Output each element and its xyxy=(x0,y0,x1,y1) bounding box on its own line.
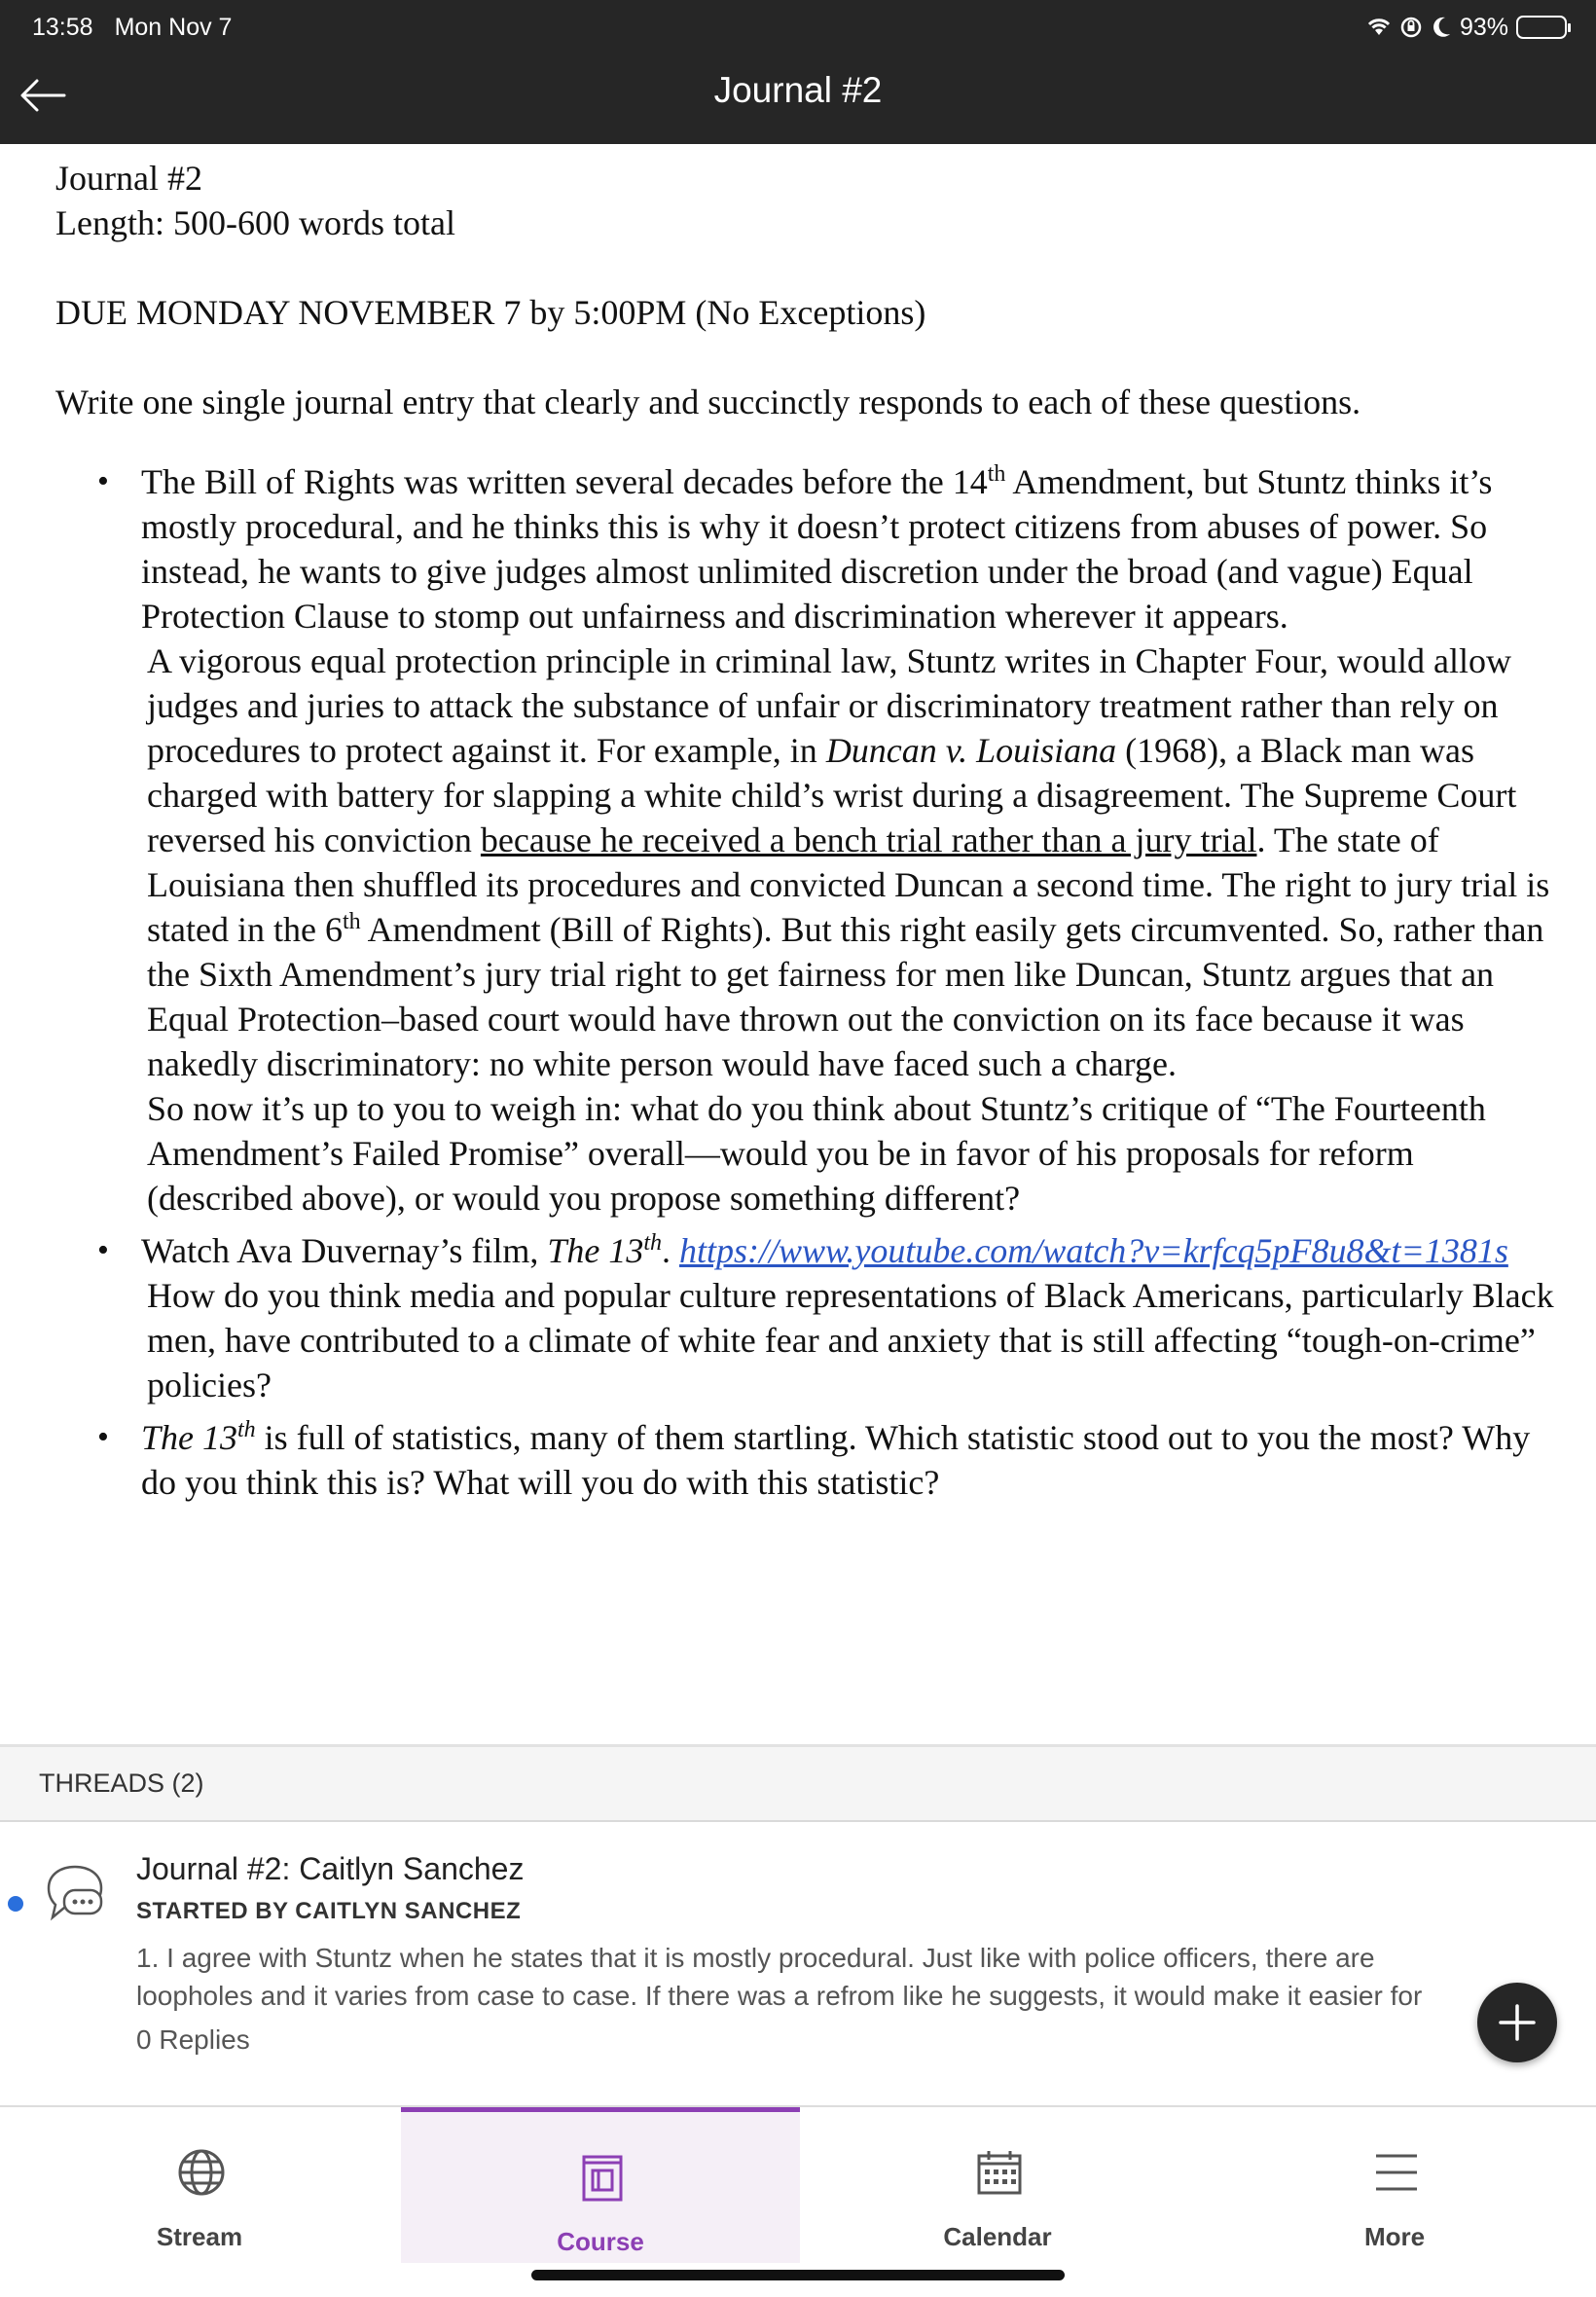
add-thread-button[interactable] xyxy=(1477,1983,1557,2062)
tab-stream[interactable] xyxy=(0,2107,399,2263)
question-item xyxy=(141,1228,1554,1407)
globe-icon xyxy=(177,2148,226,2197)
tab-course[interactable] xyxy=(401,2107,800,2263)
doc-length: Length: 500-600 words total xyxy=(55,203,455,242)
tab-calendar[interactable] xyxy=(798,2107,1197,2263)
film-link[interactable]: https://www.youtube.com/watch?v=krfcq5pF8u8&t=1381s xyxy=(679,1231,1508,1270)
status-right xyxy=(1366,14,1567,42)
thread-title: Journal #2: Caitlyn Sanchez xyxy=(136,1851,525,1886)
tab-more[interactable] xyxy=(1195,2107,1594,2263)
question-3-prompt: • The 13th is full of statistics, many of them startling. Which statistic stood out to you the most? Why do you think this is? What will you do with this statistic? xyxy=(141,1417,1531,1502)
threads-header xyxy=(0,1744,1596,1822)
threads-count: THREADS (2) xyxy=(39,1768,204,1798)
plus-icon xyxy=(1496,2001,1539,2044)
question-1-body: A vigorous equal protection principle in criminal law, Stuntz writes in Chapter Four, would allow judges and juries to attack the substance of unfair or discriminatory treatment rather than rely on procedures to protect against it. For example, in Duncan v. Louisiana (1968), a Black man was charged with battery for slapping a white child’s wrist during a disagreement. The Supreme Court reversed his conviction because he received a bench trial rather than a jury trial. The state of Louisiana then shuffled its procedures and convicted Duncan a second time. The right to jury trial is stated in the 6th Amendment (Bill of Rights). But this right easily gets circumvented. So, rather than the Sixth Amendment’s jury trial right to get fairness for men like Duncan, Stuntz argues that an Equal Protection–based court would have thrown out the conviction on its face because it was nakedly discriminatory: no white person would have faced such a charge. xyxy=(147,641,1550,1083)
wifi-icon xyxy=(1366,18,1392,37)
course-icon xyxy=(578,2153,627,2202)
tab-label: Course xyxy=(557,2227,644,2256)
top-bar xyxy=(0,0,1596,144)
home-indicator xyxy=(531,2270,1065,2280)
assignment-document xyxy=(55,156,1554,1513)
status-date: Mon Nov 7 xyxy=(114,13,233,41)
tab-label: Stream xyxy=(156,2222,243,2251)
bottom-tab-bar xyxy=(0,2105,1596,2297)
status-bar xyxy=(32,8,1567,47)
doc-instruction: Write one single journal entry that clearly and succinctly responds to each of these questions. xyxy=(55,383,1361,421)
question-item xyxy=(141,1415,1554,1505)
battery-percent: 93% xyxy=(1459,13,1508,41)
unread-indicator xyxy=(8,1896,23,1912)
doc-due-date: DUE MONDAY NOVEMBER 7 by 5:00PM (No Exceptions) xyxy=(55,293,926,332)
question-list xyxy=(55,459,1554,1505)
thread-snippet: 1. I agree with Stuntz when he states that it is mostly procedural. Just like with police officers, there are loopholes and it varies from case to case. If there was a refrom like he suggests, it would make it easier for xyxy=(136,1943,1423,2011)
question-item xyxy=(141,459,1554,1221)
menu-icon xyxy=(1372,2148,1421,2197)
page-title: Journal #2 xyxy=(713,70,883,110)
orientation-lock-icon xyxy=(1399,16,1423,39)
thread-replies[interactable]: 0 Replies xyxy=(136,2024,250,2055)
question-1-prompt: So now it’s up to you to weigh in: what do you think about Stuntz’s critique of “The Fourteenth Amendment’s Failed Promise” overall—would you be in favor of his proposals for reform (described above), or would you propose something different? xyxy=(147,1089,1486,1218)
chat-bubble-icon xyxy=(43,1861,107,1925)
battery-icon xyxy=(1516,16,1567,39)
tab-label: Calendar xyxy=(943,2222,1052,2251)
moon-icon xyxy=(1431,16,1452,39)
calendar-icon xyxy=(975,2148,1024,2197)
doc-title: Journal #2 xyxy=(55,159,202,198)
status-time: 13:58 xyxy=(32,13,93,41)
tab-label: More xyxy=(1363,2222,1426,2251)
question-1-intro: • The Bill of Rights was written several decades before the 14th Amendment, but Stuntz thinks it’s mostly procedural, and he thinks this is why it doesn’t protect citizens from abuses of power. So instead, he wants to give judges almost unlimited discretion under the broad (and vague) Equal Protection Clause to stomp out unfairness and discrimination wherever it appears. xyxy=(141,461,1493,636)
question-2-prompt: How do you think media and popular culture representations of Black Americans, particularly Black men, have contributed to a climate of white fear and anxiety that is still affecting “tough-on-crime” policies? xyxy=(147,1276,1554,1404)
question-2-intro: • Watch Ava Duvernay’s film, The 13th. https://www.youtube.com/watch?v=krfcq5pF8u8&t=1381s xyxy=(141,1230,1508,1270)
thread-author: STARTED BY CAITLYN SANCHEZ xyxy=(136,1898,522,1924)
thread-item[interactable] xyxy=(0,1822,1596,2104)
